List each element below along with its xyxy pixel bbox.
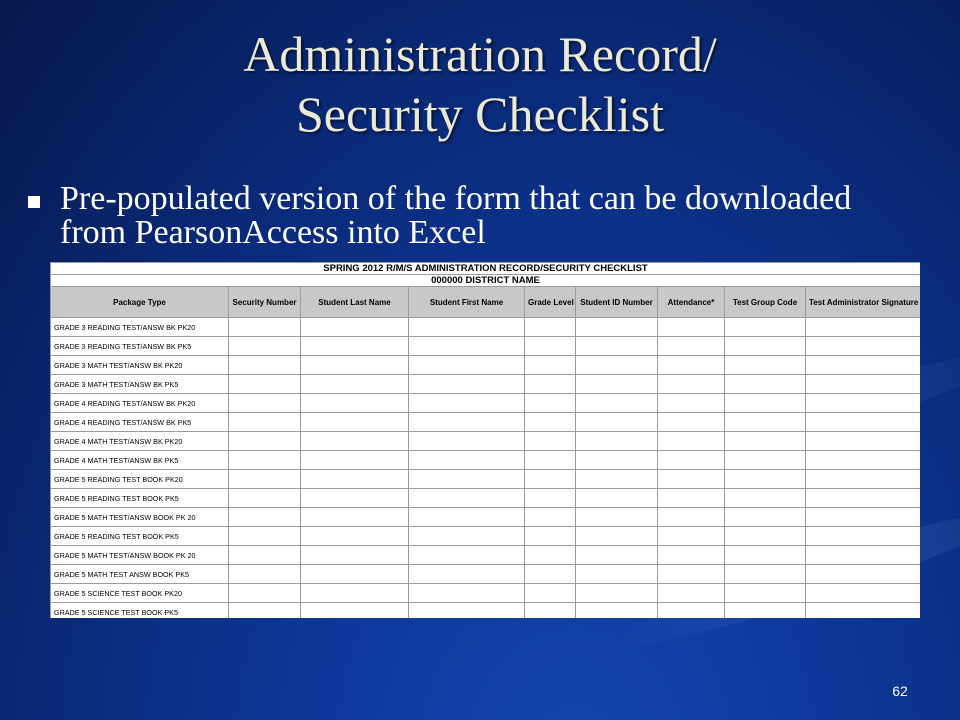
empty-cell	[525, 394, 576, 413]
table-row	[51, 375, 921, 394]
empty-cell	[576, 470, 658, 489]
empty-cell	[725, 546, 806, 565]
empty-cell	[229, 375, 301, 394]
column-header: Student First Name	[409, 287, 525, 318]
table-row	[51, 546, 921, 565]
package-type-cell: GRADE 4 MATH TEST/ANSW BK PK20	[51, 432, 229, 451]
checklist-table	[50, 262, 920, 618]
empty-cell	[409, 546, 525, 565]
empty-cell	[525, 356, 576, 375]
empty-cell	[725, 451, 806, 470]
empty-cell	[409, 527, 525, 546]
empty-cell	[409, 413, 525, 432]
package-type-cell: GRADE 5 READING TEST BOOK PK5	[51, 489, 229, 508]
empty-cell	[301, 413, 409, 432]
empty-cell	[525, 337, 576, 356]
page-number: 62	[892, 683, 908, 699]
empty-cell	[806, 451, 921, 470]
sheet-banner-2: 000000 DISTRICT NAME	[51, 275, 921, 287]
empty-cell	[658, 565, 725, 584]
empty-cell	[576, 451, 658, 470]
slide-title-line-1: Administration Record/	[243, 26, 717, 82]
empty-cell	[658, 337, 725, 356]
empty-cell	[576, 546, 658, 565]
empty-cell	[576, 356, 658, 375]
package-type-cell: GRADE 5 MATH TEST ANSW BOOK PK5	[51, 565, 229, 584]
empty-cell	[229, 565, 301, 584]
empty-cell	[658, 508, 725, 527]
package-type-cell: GRADE 4 READING TEST/ANSW BK PK5	[51, 413, 229, 432]
empty-cell	[576, 413, 658, 432]
empty-cell	[229, 584, 301, 603]
package-type-cell: GRADE 3 READING TEST/ANSW BK PK20	[51, 318, 229, 337]
empty-cell	[806, 508, 921, 527]
empty-cell	[658, 451, 725, 470]
empty-cell	[725, 356, 806, 375]
empty-cell	[229, 356, 301, 375]
empty-cell	[576, 508, 658, 527]
empty-cell	[658, 584, 725, 603]
empty-cell	[576, 565, 658, 584]
empty-cell	[409, 451, 525, 470]
empty-cell	[409, 337, 525, 356]
empty-cell	[409, 318, 525, 337]
empty-cell	[409, 470, 525, 489]
empty-cell	[525, 489, 576, 508]
table-row	[51, 432, 921, 451]
empty-cell	[806, 603, 921, 619]
empty-cell	[301, 337, 409, 356]
empty-cell	[525, 318, 576, 337]
empty-cell	[806, 356, 921, 375]
empty-cell	[658, 527, 725, 546]
package-type-cell: GRADE 5 READING TEST BOOK PK5	[51, 527, 229, 546]
empty-cell	[658, 413, 725, 432]
empty-cell	[576, 394, 658, 413]
empty-cell	[229, 508, 301, 527]
empty-cell	[806, 584, 921, 603]
empty-cell	[301, 546, 409, 565]
empty-cell	[576, 318, 658, 337]
empty-cell	[229, 451, 301, 470]
empty-cell	[806, 337, 921, 356]
empty-cell	[409, 489, 525, 508]
empty-cell	[409, 356, 525, 375]
empty-cell	[725, 603, 806, 619]
empty-cell	[806, 375, 921, 394]
empty-cell	[725, 565, 806, 584]
empty-cell	[725, 584, 806, 603]
column-header: Student ID Number	[576, 287, 658, 318]
empty-cell	[576, 432, 658, 451]
column-header: Test Administrator Signature	[806, 287, 921, 318]
empty-cell	[806, 394, 921, 413]
empty-cell	[301, 489, 409, 508]
square-bullet-icon	[28, 196, 40, 208]
empty-cell	[725, 527, 806, 546]
spreadsheet-screenshot	[50, 262, 920, 618]
header-row	[51, 287, 921, 318]
empty-cell	[301, 584, 409, 603]
empty-cell	[301, 470, 409, 489]
table-row	[51, 394, 921, 413]
empty-cell	[658, 356, 725, 375]
empty-cell	[806, 565, 921, 584]
empty-cell	[229, 413, 301, 432]
empty-cell	[409, 375, 525, 394]
table-row	[51, 470, 921, 489]
empty-cell	[725, 394, 806, 413]
empty-cell	[725, 432, 806, 451]
empty-cell	[806, 318, 921, 337]
table-row	[51, 318, 921, 337]
empty-cell	[229, 432, 301, 451]
empty-cell	[525, 451, 576, 470]
empty-cell	[576, 584, 658, 603]
empty-cell	[409, 394, 525, 413]
table-row	[51, 527, 921, 546]
package-type-cell: GRADE 5 MATH TEST/ANSW BOOK PK 20	[51, 508, 229, 527]
empty-cell	[229, 603, 301, 619]
empty-cell	[409, 432, 525, 451]
empty-cell	[525, 432, 576, 451]
empty-cell	[725, 318, 806, 337]
table-row	[51, 337, 921, 356]
empty-cell	[576, 375, 658, 394]
column-header: Grade Level	[525, 287, 576, 318]
column-header: Test Group Code	[725, 287, 806, 318]
bullet-text: Pre-populated version of the form that can be downloaded from PearsonAccess into Excel	[60, 180, 852, 251]
empty-cell	[576, 489, 658, 508]
empty-cell	[229, 337, 301, 356]
empty-cell	[525, 470, 576, 489]
empty-cell	[301, 432, 409, 451]
package-type-cell: GRADE 5 SCIENCE TEST BOOK PK20	[51, 584, 229, 603]
empty-cell	[229, 546, 301, 565]
slide-title-line-2: Security Checklist	[296, 86, 664, 142]
table-row	[51, 584, 921, 603]
sheet-banner-1: SPRING 2012 R/M/S ADMINISTRATION RECORD/SECURITY CHECKLIST	[51, 263, 921, 275]
empty-cell	[658, 394, 725, 413]
package-type-cell: GRADE 3 MATH TEST/ANSW BK PK20	[51, 356, 229, 375]
table-row	[51, 451, 921, 470]
empty-cell	[725, 489, 806, 508]
empty-cell	[725, 375, 806, 394]
empty-cell	[576, 527, 658, 546]
empty-cell	[725, 413, 806, 432]
package-type-cell: GRADE 3 READING TEST/ANSW BK PK5	[51, 337, 229, 356]
empty-cell	[229, 527, 301, 546]
empty-cell	[806, 432, 921, 451]
package-type-cell: GRADE 4 MATH TEST/ANSW BK PK5	[51, 451, 229, 470]
column-header: Security Number	[229, 287, 301, 318]
empty-cell	[525, 375, 576, 394]
empty-cell	[576, 337, 658, 356]
empty-cell	[806, 413, 921, 432]
empty-cell	[658, 318, 725, 337]
empty-cell	[658, 470, 725, 489]
empty-cell	[409, 603, 525, 619]
empty-cell	[525, 413, 576, 432]
empty-cell	[658, 432, 725, 451]
table-row	[51, 413, 921, 432]
empty-cell	[301, 603, 409, 619]
empty-cell	[806, 470, 921, 489]
slide-title	[0, 24, 960, 144]
empty-cell	[576, 603, 658, 619]
empty-cell	[806, 527, 921, 546]
empty-cell	[658, 375, 725, 394]
empty-cell	[301, 451, 409, 470]
empty-cell	[525, 508, 576, 527]
empty-cell	[409, 584, 525, 603]
empty-cell	[301, 565, 409, 584]
banner-row-1	[51, 263, 921, 275]
empty-cell	[806, 546, 921, 565]
empty-cell	[525, 584, 576, 603]
empty-cell	[725, 508, 806, 527]
table-row	[51, 508, 921, 527]
empty-cell	[301, 356, 409, 375]
empty-cell	[725, 470, 806, 489]
package-type-cell: GRADE 5 READING TEST BOOK PK20	[51, 470, 229, 489]
table-row	[51, 489, 921, 508]
empty-cell	[525, 527, 576, 546]
empty-cell	[229, 318, 301, 337]
empty-cell	[229, 394, 301, 413]
table-row	[51, 565, 921, 584]
empty-cell	[806, 489, 921, 508]
empty-cell	[301, 318, 409, 337]
empty-cell	[301, 375, 409, 394]
column-header: Attendance*	[658, 287, 725, 318]
column-header: Student Last Name	[301, 287, 409, 318]
table-row	[51, 603, 921, 619]
empty-cell	[658, 603, 725, 619]
column-header: Package Type	[51, 287, 229, 318]
package-type-cell: GRADE 4 READING TEST/ANSW BK PK20	[51, 394, 229, 413]
empty-cell	[525, 603, 576, 619]
package-type-cell: GRADE 5 SCIENCE TEST BOOK PK5	[51, 603, 229, 619]
empty-cell	[301, 508, 409, 527]
banner-row-2	[51, 275, 921, 287]
empty-cell	[301, 394, 409, 413]
package-type-cell: GRADE 3 MATH TEST/ANSW BK PK5	[51, 375, 229, 394]
empty-cell	[229, 470, 301, 489]
empty-cell	[409, 508, 525, 527]
empty-cell	[658, 546, 725, 565]
empty-cell	[725, 337, 806, 356]
empty-cell	[658, 489, 725, 508]
empty-cell	[525, 546, 576, 565]
empty-cell	[409, 565, 525, 584]
package-type-cell: GRADE 5 MATH TEST/ANSW BOOK PK 20	[51, 546, 229, 565]
table-row	[51, 356, 921, 375]
empty-cell	[301, 527, 409, 546]
empty-cell	[229, 489, 301, 508]
empty-cell	[525, 565, 576, 584]
